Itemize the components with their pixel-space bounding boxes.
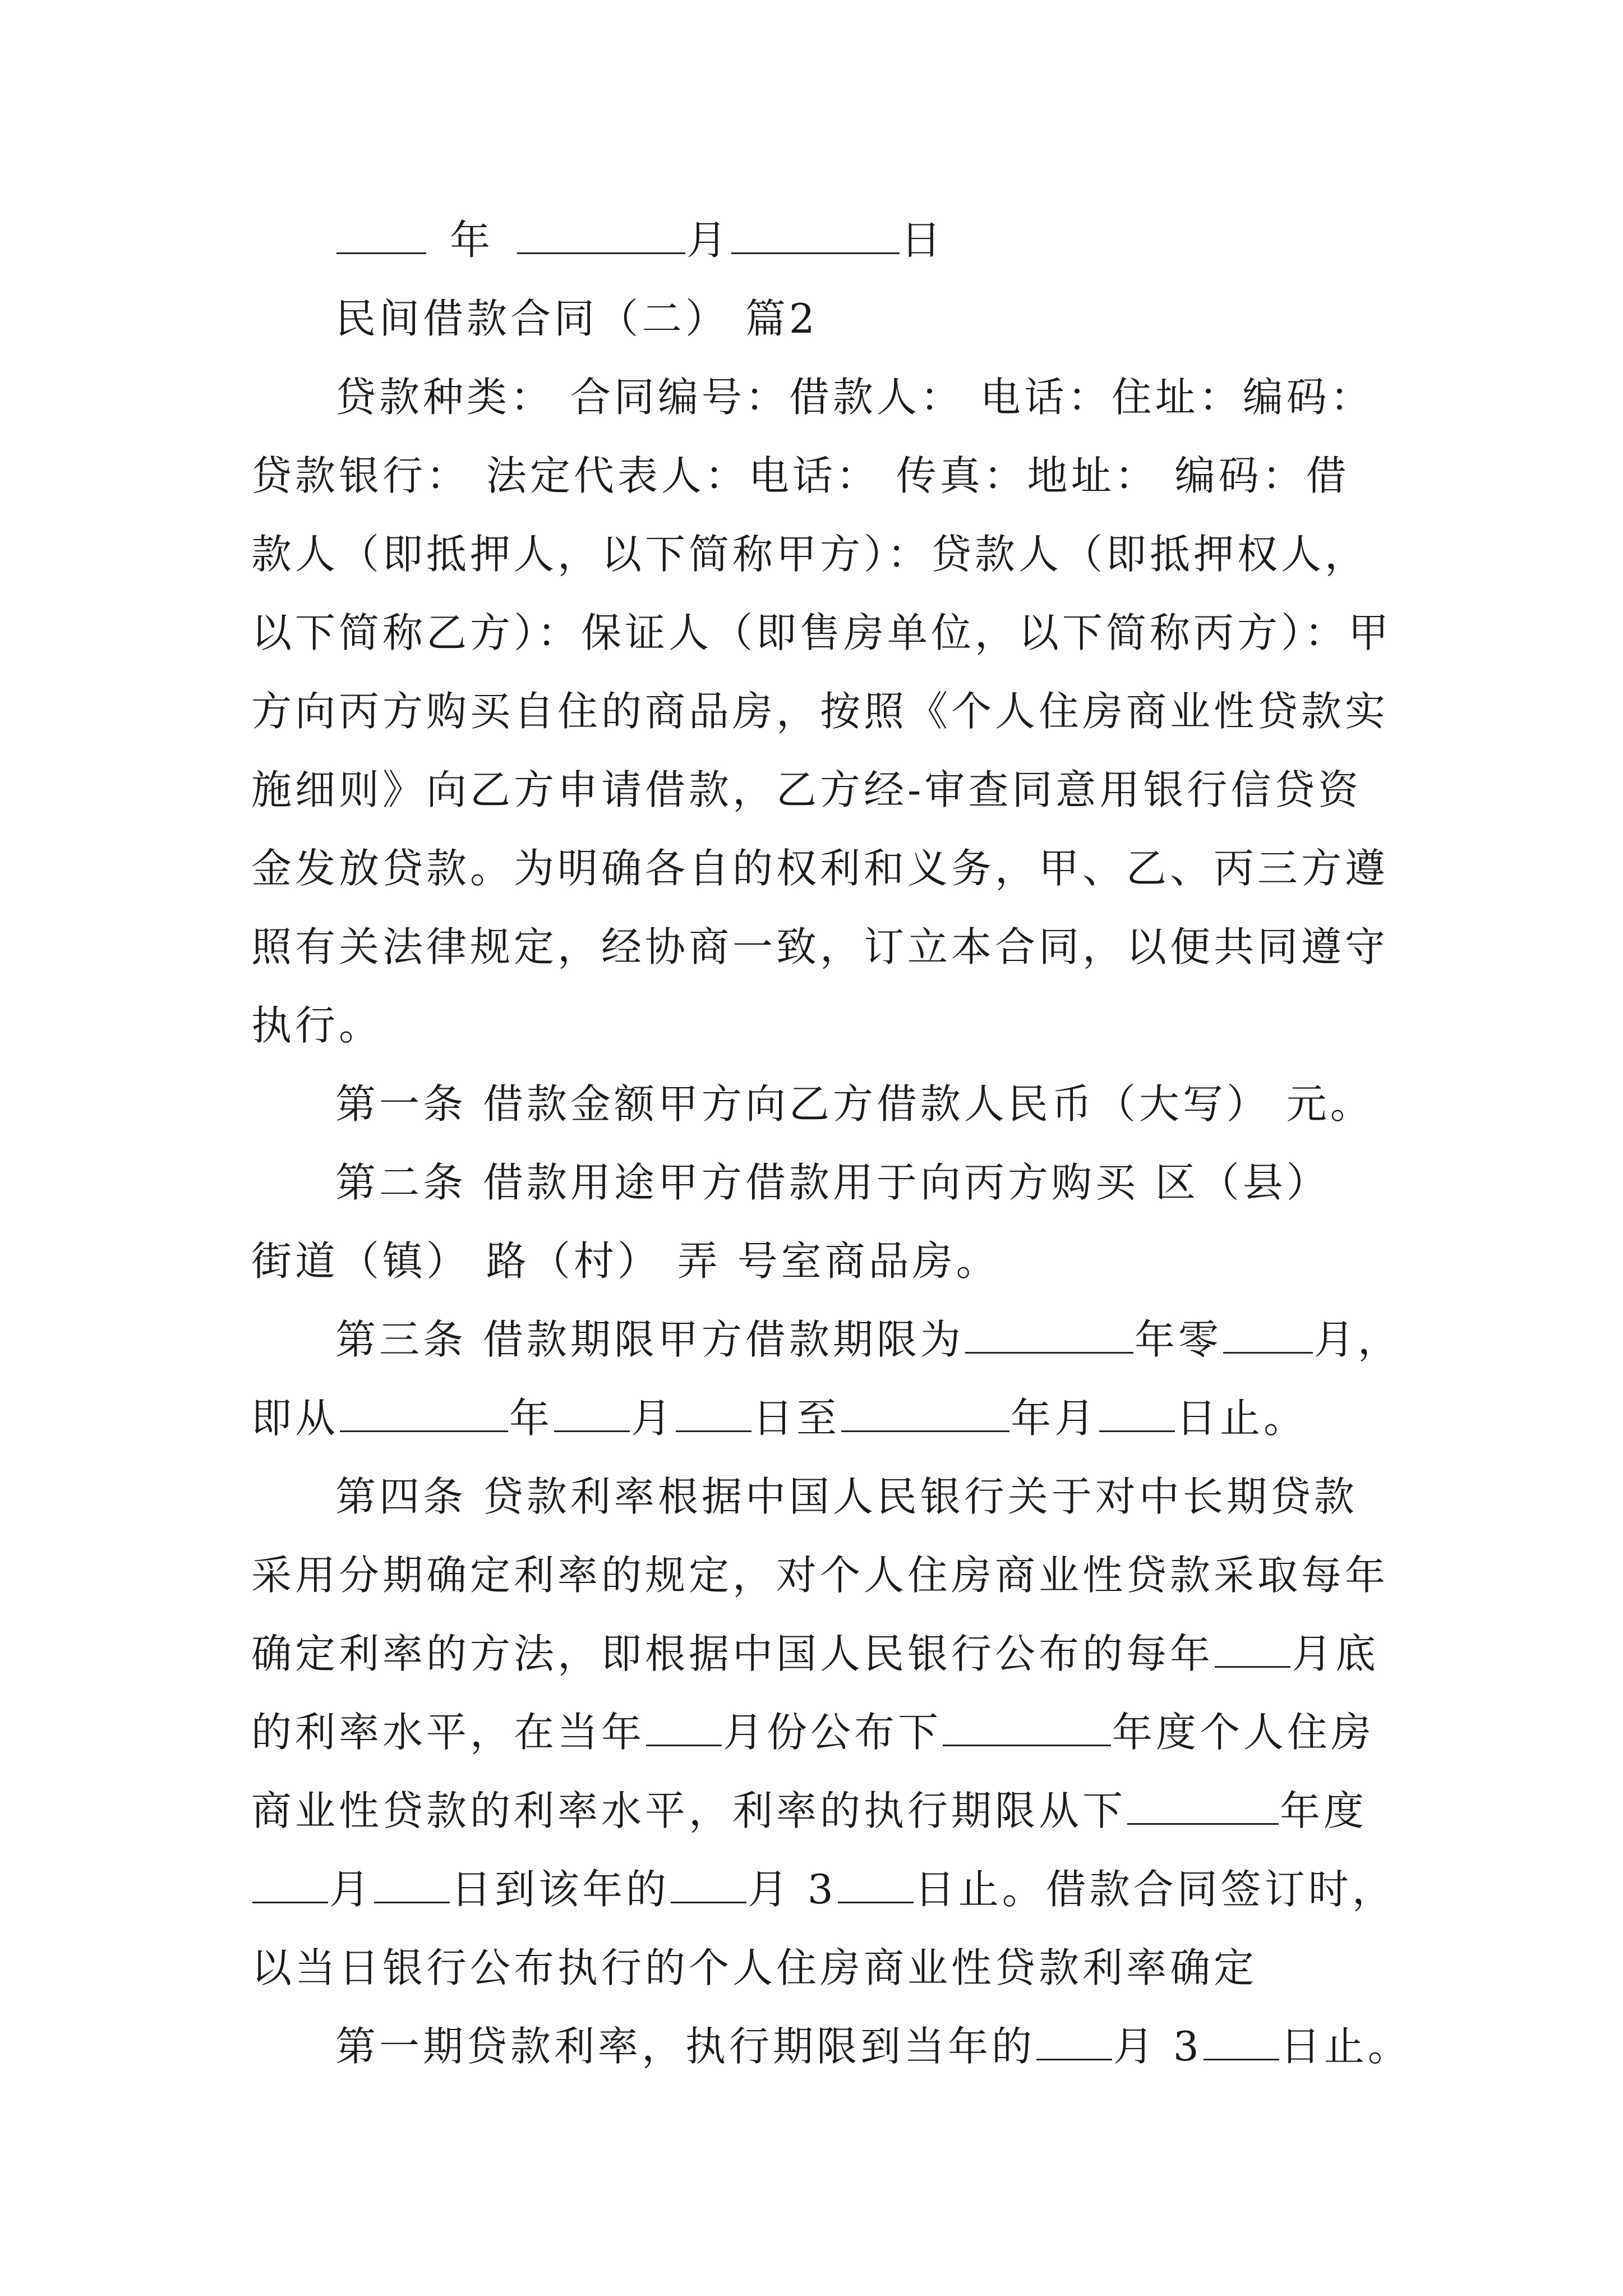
paragraph-line: 执行。 <box>251 1002 383 1049</box>
article-2-cont: 街道（镇） 路（村） 弄 号室商品房。 <box>251 1237 1000 1285</box>
text: 确定利率的方法，即根据中国人民银行公布的每年 <box>251 1630 1214 1677</box>
date-line <box>335 212 1491 268</box>
blank <box>841 1396 1009 1432</box>
day-blank <box>731 218 900 254</box>
article-1: 第一条 借款金额甲方向乙方借款人民币（大写） 元。 <box>335 1080 1374 1128</box>
paragraph-line: 以下简称乙方）：保证人（即售房单位，以下简称丙方）：甲 <box>251 609 1393 656</box>
text: 月 <box>631 1395 675 1442</box>
blank <box>838 1867 914 1903</box>
blank <box>671 1867 746 1903</box>
blank <box>340 1396 508 1432</box>
blank <box>965 1317 1133 1354</box>
paragraph-line: 施细则》向乙方申请借款，乙方经-审查同意用银行信贷资 <box>251 766 1362 813</box>
year-label: 年 <box>450 217 494 264</box>
text: 商业性贷款的利率水平，利率的执行期限从下 <box>251 1787 1127 1834</box>
blank <box>374 1867 450 1903</box>
blank <box>252 1867 328 1903</box>
article-4-cont <box>251 1704 1407 1760</box>
paragraph-line: 款人（即抵押人，以下简称甲方）：贷款人（即抵押权人， <box>251 531 1369 578</box>
text: 月 3 <box>748 1866 837 1913</box>
paragraph-line: 方向丙方购买自住的商品房，按照《个人住房商业性贷款实 <box>251 688 1389 735</box>
text: 年月 <box>1011 1395 1099 1442</box>
article-4: 第四条 贷款利率根据中国人民银行关于对中长期贷款 <box>335 1473 1358 1520</box>
text: 月底 <box>1292 1630 1380 1677</box>
paragraph-line: 贷款种类： 合同编号：借款人： 电话：住址：编码： <box>335 374 1374 421</box>
article-4-cont: 采用分期确定利率的规定，对个人住房商业性贷款采取每年 <box>251 1552 1389 1599</box>
article-4-cont: 以当日银行公布执行的个人住房商业性贷款利率确定 <box>251 1944 1258 1991</box>
blank <box>676 1396 751 1432</box>
text: 年 <box>509 1395 554 1442</box>
text: 日至 <box>753 1395 841 1442</box>
section-title: 民间借款合同（二） 篇2 <box>335 295 818 342</box>
text: 月， <box>1313 1316 1401 1363</box>
text: 年度个人住房 <box>1112 1709 1375 1756</box>
text: 第一期贷款利率，执行期限到当年的 <box>335 2023 1036 2070</box>
text: 月 <box>329 1866 374 1913</box>
blank <box>1036 2024 1112 2060</box>
blank <box>646 1710 722 1746</box>
month-label: 月 <box>686 217 731 264</box>
paragraph-line: 照有关法律规定，经协商一致，订立本合同，以便共同遵守 <box>251 923 1389 970</box>
blank <box>943 1710 1111 1746</box>
article-4-cont <box>335 2018 1412 2074</box>
article-4-cont <box>251 1861 1407 1917</box>
text: 日止。 <box>1280 2023 1412 2070</box>
text: 日止。借款合同签订时， <box>914 1866 1396 1913</box>
text: 月份公布下 <box>723 1709 942 1756</box>
article-4-cont <box>251 1783 1407 1839</box>
blank <box>1223 1317 1313 1354</box>
article-2: 第二条 借款用途甲方借款用于向丙方购买 区（县） <box>335 1159 1330 1206</box>
blank <box>554 1396 630 1432</box>
text: 年度 <box>1280 1787 1368 1834</box>
text: 日到该年的 <box>451 1866 670 1913</box>
month-blank <box>517 218 685 254</box>
blank <box>1204 2024 1279 2060</box>
text: 月 3 <box>1113 2023 1202 2070</box>
text: 的利率水平，在当年 <box>251 1709 645 1756</box>
blank <box>1215 1631 1290 1668</box>
article-4-cont <box>251 1626 1407 1682</box>
text: 年零 <box>1134 1316 1222 1363</box>
text: 日止。 <box>1176 1395 1308 1442</box>
article-3-cont <box>251 1390 1407 1446</box>
paragraph-line: 贷款银行： 法定代表人：电话： 传真：地址： 编码：借 <box>251 452 1350 499</box>
text: 第三条 借款期限甲方借款期限为 <box>335 1316 964 1363</box>
day-label: 日 <box>901 217 945 264</box>
year-blank <box>336 218 426 254</box>
blank <box>1099 1396 1175 1432</box>
article-3 <box>335 1312 1412 1368</box>
text: 即从 <box>251 1395 339 1442</box>
blank <box>1127 1788 1279 1825</box>
paragraph-line: 金发放贷款。为明确各自的权利和义务，甲、乙、丙三方遵 <box>251 845 1389 892</box>
